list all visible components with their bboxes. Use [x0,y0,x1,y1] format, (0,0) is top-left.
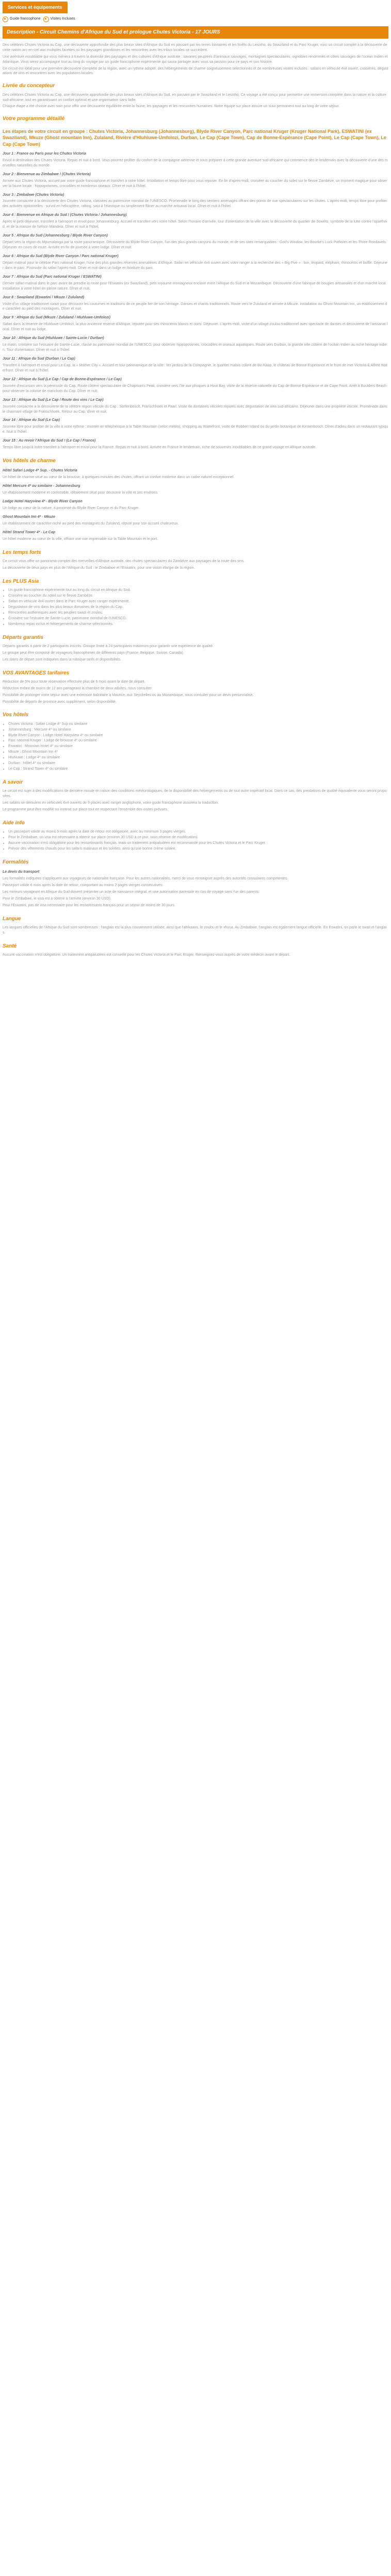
plus-list [3,588,388,627]
info-heading: A savoir [3,779,23,786]
programme-section [3,115,388,450]
livre-section [3,82,388,109]
booking-item: • Chutes Victoria : Safari Lodge 4* Sup ou similaire [8,722,388,727]
aide-item: • Un passeport valide au moins 6 mois après la date de retour est obligatoire, avec au minimum 3 pages vierges. [8,829,388,835]
day-body: Le matin, croisière sur l'estuaire de Sainte-Lucie, classé au patrimoine mondial de l'UNESCO, pour observer hippopotames, crocodiles et oiseaux aquatiques. Route vers Durban, la grande ville côtière de l'océan Indien au riche héritage indien. Tour d'orientation. Dîner et nuit à l'hôtel. [3,343,387,352]
day-title: Jour 9 : Afrique du Sud (Mkuze / Zululand / Hluhluwe-Umfolozi) [3,316,110,320]
booking-item: • Le Cap : Strand Tower 4* ou similaire [8,767,388,772]
formalites-para-4: Pour le Zimbabwe, le visa est à obtenir à l'arrivée (environ 30 USD). [3,896,111,901]
day-body: Visite d'un village traditionnel swazi pour découvrir les coutumes et traditions de ce peuple fier de son héritage. Danses et chants traditionnels. Route vers le Zululand et arrivée à Mkuze. Installation au Ghost Mountain Inn, un établissement de caractère au pied des montagnes. Dîner et nuit. [3,302,387,311]
hotel-desc: Un établissement de caractère niché au pied des montagnes du Zululand, réputé pour son accueil chaleureux. [3,521,179,526]
plus-heading: Les PLUS Asia [3,578,39,584]
hotel-name: Hôtel Safari Lodge 4* Sup. - Chutes Victoria [3,469,77,473]
day-title: Jour 8 : Swaziland (Eswatini / Mkuze / Zululand) [3,295,85,299]
formalites-para-3: Les mineurs voyageant en Afrique du Sud doivent présenter un acte de naissance intégral, et une autorisation parentale en cas de voyage sans l'un des parents. [3,890,260,894]
info-para-1: Le circuit est sujet à des modifications de dernière minute en raison des conditions météorologiques, de la disponibilité des hébergements ou de tout autre impératif local. Dans ce cas, des prestations de qualité équivalente vous seront proposées. [3,789,387,799]
day-body: Départ matinal pour le célèbre Parc national Kruger, l'une des plus grandes réserves animalières d'Afrique. Safari en véhicule 4x4 ouvert avec votre ranger à la recherche des « Big Five » : lion, léopard, éléphant, rhinocéros et buffle. Déjeuner dans le parc. Poursuite du safari l'après-midi. Dîner et nuit dans un lodge en bordure du parc. [3,261,387,270]
formalites-para-2: Passeport valide 6 mois après la date de retour, comportant au moins 2 pages vierges consécutives. [3,884,164,887]
top-tabs [3,0,388,13]
langue-heading: Langue [3,916,21,922]
avantages-para-3: Possibilité de prolonger votre séjour avec une extension balnéaire à Maurice, aux Seychelles ou au Mozambique, nous consulter pour un devis personnalisé. [3,693,254,697]
description-para-2: Ce circuit est idéal pour une première découverte complète de la région, avec un rythme adapté, des hébergements de charme soigneusement sélectionnés et de nombreuses visites incluses : safaris en véhicule 4x4 ouvert, croisières, dégustations de vins et rencontres avec les populations locales. [3,66,388,76]
hotel-name: Hôtel Strand Tower 4* - Le Cap [3,530,56,534]
day-title: Jour 4 : Bienvenue en Afrique du Sud ! (Chutes Victoria / Johannesburg) [3,213,127,217]
langue-section [3,916,388,936]
day-body: Journée consacrée à la découverte des Chutes Victoria, classées au patrimoine mondial de l'UNESCO. Promenade le long des sentiers aménagés offrant des points de vue spectaculaires sur les chutes. L'après-midi, temps libre pour profiter des activités optionnelles : survol en hélicoptère, rafting, saut à l'élastique ou simplement flâner au marché artisanal local. Dîner et nuit à l'hôtel. [3,199,387,209]
plus-item: • Dégustation de vins dans les plus beaux domaines de la région du Cap. [8,605,388,610]
aide-list [3,829,388,852]
bookings-list [3,722,388,772]
day-title: Jour 12 : Afrique du Sud (Le Cap / Cap de Bonne-Espérance / Le Cap) [3,377,122,381]
livre-para-2: Chaque étape a été choisie avec soin pour offrir une découverte équilibrée entre la faune, les paysages et les rencontres humaines. Notre équipe sur place assure un suivi permanent tout au long de votre séjour. [3,105,340,109]
booking-item: • Durban : Hôtel 4* ou similaire [8,761,388,766]
day-title: Jour 6 : Afrique du Sud (Blyde River Canyon / Parc national Kruger) [3,254,119,258]
chip-guide-label: Guide francophone [10,17,41,21]
circuit-section [3,549,388,571]
booking-item: • Mkuze : Ghost Mountain Inn 4* [8,750,388,755]
info-para-3: Le programme peut être modifié ou inversé sur place tout en respectant l'ensemble des visites prévues. [3,808,168,812]
info-section [3,779,388,812]
chip-visites [43,16,75,22]
day-title: Jour 13 : Afrique du Sud (Le Cap / Route des vins / Le Cap) [3,398,104,402]
day-body: Journée d'excursion vers la péninsule du Cap. Route côtière spectaculaire de Chapman's Peak, croisière vers l'île aux phoques à Hout Bay, visite de la réserve naturelle du Cap de Bonne-Espérance et de Cape Point. Arrêt à Boulders Beach pour observer la colonie de manchots du Cap. Dîner et nuit. [3,384,386,393]
day-title: Jour 3 : Zimbabwe (Chutes Victoria) [3,193,64,197]
guide-icon [3,16,8,22]
aide-section [3,820,388,852]
visites-icon [43,16,49,22]
feature-chips [3,16,388,22]
day-body: Après le petit-déjeuner, transfert à l'aéroport et envol pour Johannesburg. Accueil et transfert vers votre hôtel. Selon l'horaire d'arrivée, tour d'orientation de la ville avec la découverte du quartier de Soweto, symbole de la lutte contre l'apartheid, et de la maison de Nelson Mandela. Dîner et nuit à l'hôtel. [3,220,387,229]
info-para-2: Les safaris se déroulent en véhicules 4x4 ouverts de 9 places avec ranger anglophone, votre guide francophone assurera la traduction. [3,801,219,805]
sante-section [3,943,388,958]
formalites-heading: Formalités [3,859,29,865]
day-title: Jour 11 : Afrique du Sud (Durban / Le Cap) [3,357,75,361]
day-body: Départ vers la région du Mpumalanga par la route panoramique. Découverte du Blyde River Canyon, l'un des plus grands canyons du monde, et de ses sites remarquables : God's Window, les Bourke's Luck Potholes et les Three Rondavels. Déjeuner en cours de route. Arrivée en fin de journée à votre lodge. Dîner et nuit. [3,241,387,249]
programme-heading: Votre programme détaillé [3,116,65,122]
day-body: Envol à destination des Chutes Victoria. Repas et nuit à bord. Vous pourrez profiter du confort de la compagnie aérienne et vous préparer à cette grande aventure sud-africaine qui commence dès le lendemain avec la découverte d'une des merveilles naturelles du monde. [3,158,388,167]
sante-para-1: Aucune vaccination n'est obligatoire. Un traitement antipaludéen est conseillé pour les Chutes Victoria et le Parc Kruger. Renseignez-vous auprès de votre médecin avant le départ. [3,953,290,957]
booking-item: • Hluhluwe : Lodge 4* ou similaire [8,755,388,760]
hotel-name: Ghost Mountain Inn 4* - Mkuze [3,515,55,519]
avantages-heading: VOS AVANTAGES tarifaires [3,670,70,676]
departs-heading: Départs garantis [3,634,43,640]
aide-item: • Aucune vaccination n'est obligatoire pour les ressortissants français, mais un traitement antipaludéen est recommandé pour les Chutes Victoria et le Parc Kruger. [8,841,388,846]
day-title: Jour 7 : Afrique du Sud (Parc national Kruger / ESWATINI) [3,275,102,279]
booking-item: • Eswatini : Mountain Hotel 4* ou similaire [8,744,388,749]
plus-item: • Un guide francophone expérimenté tout au long du circuit en Afrique du Sud. [8,588,388,593]
plus-item: • Croisière au coucher du soleil sur le fleuve Zambèze. [8,594,388,599]
bookings-heading: Vos hôtels [3,712,29,718]
hotel-desc: Un établissement moderne et confortable, idéalement situé pour découvrir la ville et ses environs. [3,491,158,495]
departs-para-3: Les dates de départ sont indiquées dans la rubrique tarifs et disponibilités. [3,657,121,662]
avantages-para-2: Réduction enfant de moins de 12 ans partageant la chambre de deux adultes, nous consulter. [3,686,153,690]
departs-section [3,634,388,663]
plus-item: • Rencontres authentiques avec les peuples swazi et zoulou. [8,611,388,616]
day-body: Journée libre pour profiter de la ville à votre rythme : montée en téléphérique à la Table Mountain (selon météo), shopping au Waterfront, visite de Robben Island ou du jardin botanique de Kirstenbosch. Dîner d'adieu dans un restaurant typique. Nuit à l'hôtel. [3,425,388,434]
plus-item: • Safari en véhicule 4x4 ouvert dans le Parc Kruger avec ranger expérimenté. [8,599,388,604]
aide-heading: Aide info [3,820,25,826]
avantages-para-4: Possibilité de départs de province avec supplément, selon disponibilité. [3,700,117,704]
day-title: Jour 15 : Au revoir l'Afrique du Sud ! (Le Cap / France) [3,439,96,443]
bookings-section [3,711,388,772]
days-list [3,151,388,450]
day-body: Arrivée aux Chutes Victoria, accueil par votre guide francophone et transfert à votre hôtel. Installation et temps libre pour vous reposer. En fin d'après-midi, croisière au coucher du soleil sur le fleuve Zambèze, un moment magique pour observer la faune locale : hippopotames, crocodiles et nombreux oiseaux. Dîner et nuit à l'hôtel. [3,179,387,188]
departs-para-2: Le groupe peut être composé de voyageurs francophones de différents pays (France, Belgique, Suisse, Canada). [3,651,184,655]
page [0,0,391,958]
avantages-para-1: Réduction de 5% pour toute réservation effectuée plus de 6 mois avant la date de départ. [3,680,145,684]
circuit-heading: Les temps forts [3,549,41,555]
booking-item: • Blyde River Canyon : Lodge Hotel Hazyview 4* ou similaire [8,733,388,738]
hotel-desc: Un hôtel de charme situé au cœur de la brousse, à quelques minutes des chutes, offrant un confort moderne dans un cadre naturel exceptionnel. [3,476,235,480]
description-intro: Des célèbres Chutes Victoria au Cap, une découverte approfondie des plus beaux sites d'Afrique du Sud en passant par les terres lointaines et les forêts du Lesotho, du Swaziland et du Parc Kruger, voici un circuit complet à la découverte de cette nation arc-en-ciel aux multiples facettes où les paysages grandioses et les rencontres avec les tribus locales se succèdent. [3,43,387,52]
day-title: Jour 10 : Afrique du Sud (Hluhluwe / Sainte-Lucie / Durban) [3,336,104,341]
aide-item: • Prévoir des vêtements chauds pour les safaris matinaux et les soirées, ainsi qu'une bonne crème solaire. [8,846,388,852]
day-title: Jour 2 : Bienvenue au Zimbabwe ! (Chutes Victoria) [3,172,91,176]
departs-para-1: Départs garantis à partir de 2 participants inscrits. Groupe limité à 24 participants maximum pour garantir une expérience de qualité. [3,644,214,648]
livre-para-1: Des célèbres Chutes Victoria au Cap, une découverte approfondie des plus beaux sites d'Afrique du Sud, en passant par le Swaziland et le Lesotho. Ce voyage a été conçu pour permettre une immersion complète dans la nature et la culture sud-africaine, tout en garantissant un confort optimal et une organisation sans faille. [3,93,387,102]
programme-subheading: Les étapes de votre circuit en groupe : Chutes Victoria, Johannesburg (Johannesburg), Blyde River Canyon, Parc national Kruger (Kruger National Park), ESWATINI (ex Swaziland), Mkuze (Ghost mountain Inn), Zulaland, Rivière d'Hluhluwe-Umfolozi, Durban, Le Cap (Cape Town), Cap de Bonne-Espérance (Cape Point), Le Cap (Cape Town), Le Cap (Cape Town) [3,128,386,147]
hotels-list [3,468,388,541]
plus-item: • Nombreux repas inclus et hébergements de charme sélectionnés. [8,622,388,627]
hotel-desc: Un hôtel moderne au cœur de la ville, offrant une vue imprenable sur la Table Mountain et le port. [3,537,158,541]
tab-services[interactable]: Services et équipements [3,2,68,13]
day-body: Temps libre jusqu'à votre transfert à l'aéroport et envol pour la France. Repas et nuit à bord. Arrivée en France le lendemain, riche de souvenirs inoubliables de ce grand voyage en Afrique australe. [3,446,317,450]
circuit-para-2: La découverte de deux pays en plus de l'Afrique du Sud : le Zimbabwe et l'Eswatini, pour une vision élargie de la région. [3,566,195,570]
description-para-1: Une aventure inoubliable qui vous mènera à travers la diversité des paysages et des cultures d'Afrique australe : savanes peuplées d'animaux sauvages, montagnes spectaculaires, vignobles renommés et côtes sauvages de l'océan Indien et Atlantique. Vous serez accompagné tout au long du voyage par un guide francophone expérimenté qui saura partager avec vous sa passion pour ce pays et son histoire. [3,55,388,64]
chip-visites-label: Visites Incluses [50,17,75,21]
title-banner [3,26,388,39]
livre-heading: Livrée du concepteur [3,83,55,89]
day-body: Safari dans la réserve de Hluhluwe-Umfolozi, la plus ancienne réserve d'Afrique, réputée pour ses rhinocéros blancs et noirs. Déjeuner. L'après-midi, visite d'un village zoulou traditionnel avec spectacle de danses et découverte de l'artisanat local. Dîner et nuit au lodge. [3,323,388,332]
day-title: Jour 1 : France ou Paris pour les Chutes Victoria [3,151,86,156]
description-section [3,43,388,77]
formalites-para-1: Les formalités indiquées s'appliquent aux voyageurs de nationalité française. Pour les autres nationalités, merci de vous renseigner auprès des autorités consulaires compétentes. [3,877,288,881]
aide-item: • Pour le Zimbabwe, un visa est nécessaire à obtenir sur place (environ 30 USD à ce jour, sous réserve de modification). [8,835,388,840]
booking-item: • Johannesburg : Mercure 4* ou similaire [8,727,388,733]
day-title: Jour 5 : Afrique du Sud (Johannesburg / Blyde River Canyon) [3,234,108,238]
page-title: Description - Circuit Chemins d'Afrique du Sud et prologue Chutes Victoria - 17 JOURS [7,29,220,35]
day-body: Transfert à l'aéroport et envol pour Le Cap, la « Mother City ». Accueil et tour panoramique de la ville : les jardins de la Compagnie, le quartier malais coloré de Bo-Kaap, le château de Bonne-Espérance et le front de mer Victoria & Alfred Waterfront. Dîner et nuit à l'hôtel. [3,363,387,372]
day-body: Journée consacrée à la découverte de la célèbre région viticole du Cap : Stellenbosch, Franschhoek et Paarl. Visite de domaines viticoles réputés avec dégustation de vins sud-africains. Déjeuner dans une propriété viticole. Promenade dans le charmant village de Franschhoek. Retour au Cap, dîner et nuit. [3,404,387,414]
formalites-subheading: Le devis du transport [3,870,40,874]
sante-heading: Santé [3,943,17,949]
chip-guide [3,16,41,22]
hotel-desc: Un lodge au cœur de la nature, à proximité du Blyde River Canyon et du Parc Kruger. [3,506,139,510]
circuit-para-1: Ce circuit vous offre un panorama complet des merveilles d'Afrique australe, des chutes spectaculaires du Zambèze aux paysages de la route des vins. [3,559,245,563]
day-body: Dernier safari matinal dans le parc avant de prendre la route pour l'Eswatini (ex Swaziland), petit royaume montagneux enclavé entre l'Afrique du Sud et le Mozambique. Découverte d'une fabrique de bougies artisanales et d'un marché local. Installation à votre hôtel en pleine nature. Dîner et nuit. [3,281,387,291]
formalites-para-5: Pour l'Eswatini, pas de visa nécessaire pour les ressortissants français pour un séjour de moins de 30 jours. [3,903,175,907]
plus-item: • Croisière sur l'estuaire de Sainte-Lucie, patrimoine mondial de l'UNESCO. [8,616,388,621]
langue-para-1: Les langues officielles de l'Afrique du Sud sont nombreuses : l'anglais est la plus couramment utilisée, ainsi que l'afrikaans, le zoulou et le xhosa. Au Zimbabwe, l'anglais est également langue officielle. En Eswatini, on parle le swati et l'anglais. [3,925,387,935]
formalites-section [3,859,388,908]
hotels-section [3,457,388,542]
plus-section [3,578,388,627]
hotel-name: Hôtel Mercure 4* ou similaire - Johannesburg [3,484,80,488]
booking-item: • Parc national Kruger : Lodge de brousse 4* ou similaire [8,738,388,743]
hotel-name: Lodge Hotel Hazyview 4* - Blyde River Canyon [3,500,83,504]
hotels-heading: Vos hôtels de charme [3,458,56,464]
day-title: Jour 14 : Afrique du Sud (Le Cap) [3,418,60,422]
avantages-section [3,670,388,705]
